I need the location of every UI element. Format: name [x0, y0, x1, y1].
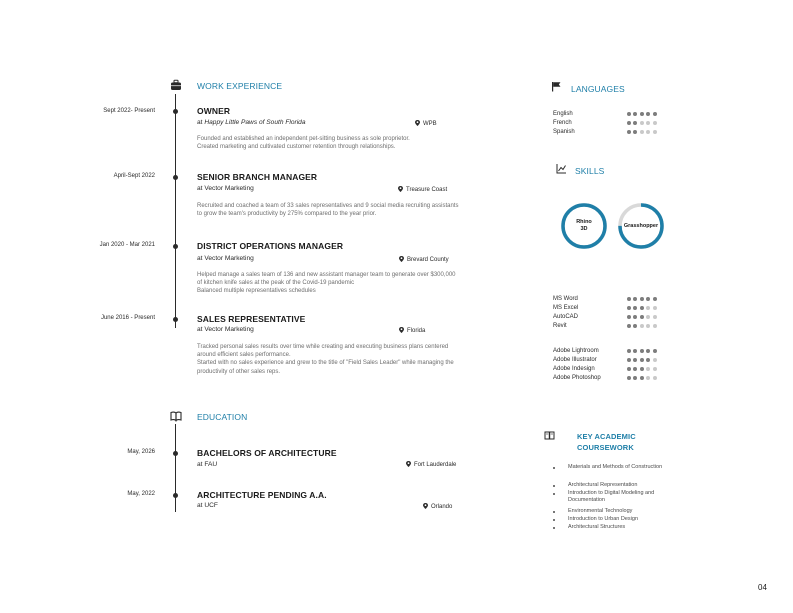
rating-dot — [633, 297, 637, 301]
language-rating — [627, 130, 657, 136]
course-item: Materials and Methods of Construction — [568, 464, 663, 470]
skill-rating — [627, 349, 657, 355]
skill-name: Revit — [553, 323, 567, 329]
rating-dot — [640, 367, 644, 371]
company-name: Happy Little Paws of South Florida — [204, 119, 306, 126]
job-description — [197, 343, 459, 376]
rating-dot — [653, 349, 657, 353]
rating-dot — [627, 130, 631, 134]
desc-line: Tracked personal sales results over time while creating and executing business plans centered around efficient sales performance. — [197, 344, 449, 359]
rating-dot — [633, 130, 637, 134]
rating-dot — [627, 367, 631, 371]
skill-rating — [627, 306, 657, 312]
job-location — [399, 256, 449, 263]
job-date: Sept 2022- Present — [103, 108, 155, 114]
rating-dot — [653, 367, 657, 371]
skill-name: Adobe Photoshop — [553, 375, 601, 381]
rating-dot — [627, 297, 631, 301]
rating-dot — [646, 324, 650, 328]
job-title: SENIOR BRANCH MANAGER — [197, 172, 318, 182]
job-location — [399, 327, 425, 334]
rating-dot — [640, 297, 644, 301]
course-item: Introduction to Digital Modeling and Documentation — [568, 490, 655, 503]
rating-dot — [653, 315, 657, 319]
job-description — [197, 135, 459, 151]
open-book-icon — [544, 430, 555, 441]
job-description — [197, 202, 459, 218]
rating-dot — [627, 306, 631, 310]
skill-rating — [627, 297, 657, 303]
skill-name: MS Excel — [553, 305, 579, 311]
location-pin-icon — [399, 327, 404, 333]
bullet-dot — [553, 519, 555, 521]
rating-dot — [646, 306, 650, 310]
job-location — [415, 120, 437, 127]
rating-dot — [627, 121, 631, 125]
desc-line: Founded and established an independent pet-sitting business as sole proprietor. — [197, 136, 410, 142]
skills-heading: SKILLS — [575, 166, 605, 176]
rating-dot — [646, 367, 650, 371]
rating-dot — [653, 297, 657, 301]
job-description — [197, 271, 459, 296]
bullet-dot — [553, 511, 555, 513]
job-location — [398, 186, 447, 193]
desc-line: Recruited and coached a team of 33 sales representatives and 9 social media recruiting assistants to grow the team's productivity by 275% compared to the year prior. — [197, 203, 459, 218]
rating-dot — [640, 315, 644, 319]
job-company: at Vector Marketing — [197, 255, 254, 262]
desc-line: Helped manage a sales team of 136 and new assistant manager team to generate over $300,000 of kitchen knife sales at the peak of the Covid-19 pandemic — [197, 272, 456, 287]
rating-dot — [640, 349, 644, 353]
location-pin-icon — [398, 186, 403, 192]
coursework-heading-line: KEY ACADEMIC — [577, 432, 636, 441]
rating-dot — [646, 376, 650, 380]
rating-dot — [653, 121, 657, 125]
rating-dot — [640, 376, 644, 380]
timeline-dot — [173, 493, 178, 498]
rating-dot — [646, 315, 650, 319]
flag-icon — [551, 81, 562, 92]
skill-name: Adobe Lightroom — [553, 348, 599, 354]
rating-dot — [633, 376, 637, 380]
timeline-dot — [173, 109, 178, 114]
location-pin-icon — [415, 120, 420, 126]
edu-location — [423, 503, 452, 510]
skill-rating — [627, 358, 657, 364]
job-company: at Vector Marketing — [197, 326, 254, 333]
language-name: French — [553, 120, 572, 126]
job-date: Jan 2020 - Mar 2021 — [99, 242, 155, 248]
rating-dot — [653, 358, 657, 362]
location-text: Fort Lauderdale — [414, 462, 457, 468]
job-title: SALES REPRESENTATIVE — [197, 314, 306, 324]
rating-dot — [653, 306, 657, 310]
school-name: at UCF — [197, 502, 218, 509]
job-date: June 2016 - Present — [100, 315, 155, 321]
location-text: Brevard County — [407, 257, 449, 263]
timeline-line-work — [175, 94, 176, 328]
rating-dot — [640, 324, 644, 328]
job-title: OWNER — [197, 106, 231, 116]
language-name: Spanish — [553, 129, 575, 135]
job-date: April-Sept 2022 — [113, 173, 155, 179]
page-number: 04 — [758, 583, 767, 592]
timeline-dot — [173, 317, 178, 322]
language-rating — [627, 121, 657, 127]
rating-dot — [633, 367, 637, 371]
rating-dot — [640, 358, 644, 362]
rating-dot — [633, 306, 637, 310]
bullet-dot — [553, 467, 555, 469]
location-pin-icon — [423, 503, 428, 509]
company-prefix: at — [197, 119, 203, 126]
skill-name: Adobe Indesign — [553, 366, 595, 372]
rating-dot — [646, 349, 650, 353]
rating-dot — [646, 297, 650, 301]
bullet-dot — [553, 493, 555, 495]
course-item: Introduction to Urban Design — [568, 516, 639, 522]
desc-line: Started with no sales experience and grew to the title of "Field Sales Leader" while managing the productivity of other sales reps. — [197, 360, 454, 375]
location-text: Orlando — [431, 504, 453, 510]
rating-dot — [646, 130, 650, 134]
edu-date: May, 2022 — [127, 491, 155, 497]
coursework-heading — [577, 431, 636, 453]
rating-dot — [633, 324, 637, 328]
skill-name: Grasshopper — [623, 222, 659, 229]
rating-dot — [627, 358, 631, 362]
language-rating — [627, 112, 657, 118]
skill-name-sub: 3D — [580, 226, 588, 232]
rating-dot — [633, 349, 637, 353]
course-item: Architectural Representation — [568, 482, 638, 488]
timeline-dot — [173, 451, 178, 456]
languages-heading: LANGUAGES — [571, 84, 625, 94]
skill-name: MS Word — [553, 296, 578, 302]
rating-dot — [640, 130, 644, 134]
job-company: at Vector Marketing — [197, 185, 254, 192]
desc-line: Balanced multiple representatives schedules — [197, 288, 316, 295]
rating-dot — [653, 130, 657, 134]
rating-dot — [627, 349, 631, 353]
school-name: at FAU — [197, 461, 218, 468]
skill-circle-label — [617, 202, 665, 250]
course-item: Architectural Structures — [568, 524, 626, 530]
education-heading: EDUCATION — [197, 412, 248, 422]
rating-dot — [627, 112, 631, 116]
work-experience-heading: WORK EXPERIENCE — [197, 81, 283, 91]
edu-location — [406, 461, 456, 468]
book-icon — [170, 410, 182, 422]
skill-rating — [627, 367, 657, 373]
rating-dot — [653, 112, 657, 116]
rating-dot — [627, 324, 631, 328]
rating-dot — [646, 121, 650, 125]
rating-dot — [646, 358, 650, 362]
briefcase-icon — [170, 79, 182, 91]
rating-dot — [633, 121, 637, 125]
skill-circle-label — [560, 202, 608, 250]
rating-dot — [640, 306, 644, 310]
chart-icon — [556, 163, 567, 174]
rating-dot — [627, 376, 631, 380]
rating-dot — [627, 315, 631, 319]
edu-date: May, 2026 — [127, 449, 155, 455]
rating-dot — [653, 324, 657, 328]
bullet-dot — [553, 485, 555, 487]
course-item: Environmental Technology — [568, 508, 633, 514]
degree-title: BACHELORS OF ARCHITECTURE — [197, 448, 337, 458]
job-title: DISTRICT OPERATIONS MANAGER — [197, 241, 344, 251]
timeline-dot — [173, 175, 178, 180]
location-pin-icon — [399, 256, 404, 262]
rating-dot — [633, 112, 637, 116]
desc-line: Created marketing and cultivated customer retention through relationships. — [197, 144, 396, 151]
skill-rating — [627, 376, 657, 382]
language-name: English — [553, 111, 573, 117]
location-pin-icon — [406, 461, 411, 467]
skill-rating — [627, 324, 657, 330]
coursework-heading-line: COURSEWORK — [577, 443, 634, 452]
rating-dot — [633, 315, 637, 319]
bullet-dot — [553, 527, 555, 529]
job-company — [197, 119, 306, 126]
rating-dot — [633, 358, 637, 362]
location-text: Florida — [407, 328, 426, 334]
skill-name: AutoCAD — [553, 314, 579, 320]
rating-dot — [640, 112, 644, 116]
degree-title: ARCHITECTURE PENDING A.A. — [197, 490, 327, 500]
skill-name: Adobe Illustrator — [553, 357, 597, 363]
timeline-line-education — [175, 424, 176, 512]
timeline-dot — [173, 244, 178, 249]
location-text: Treasure Coast — [406, 187, 448, 193]
skill-rating — [627, 315, 657, 321]
location-text: WPB — [423, 121, 437, 127]
rating-dot — [646, 112, 650, 116]
skill-name: Rhino — [576, 219, 592, 225]
rating-dot — [640, 121, 644, 125]
rating-dot — [653, 376, 657, 380]
